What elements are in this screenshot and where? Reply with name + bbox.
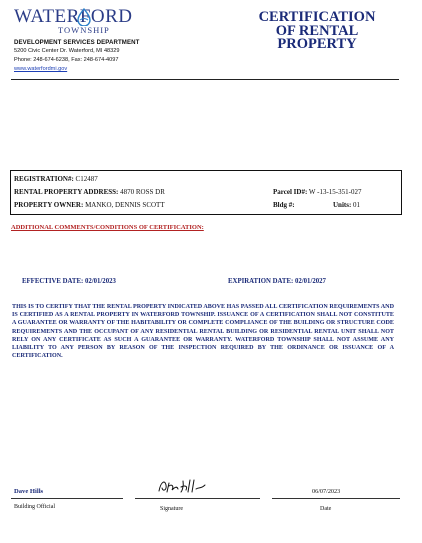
logo-wordmark: WATERFORD	[14, 6, 133, 27]
parcel-id	[273, 188, 361, 196]
units-label: Units:	[333, 201, 352, 209]
title-line-1: CERTIFICATION	[258, 9, 376, 25]
expiration-date: EXPIRATION DATE: 02/01/2027	[228, 278, 326, 285]
registration-row	[14, 175, 98, 183]
handwritten-signature	[157, 477, 209, 497]
effective-date: EFFECTIVE DATE: 02/01/2023	[22, 278, 116, 285]
registration-value: C12487	[75, 175, 98, 183]
bldg-number	[273, 201, 295, 209]
header-divider	[11, 79, 399, 80]
department-website-link[interactable]: www.waterfordmi.gov	[14, 66, 68, 72]
department-phone: Phone: 248-674-6238, Fax: 248-674-4097	[14, 57, 119, 63]
units-count	[333, 201, 360, 209]
department-name: DEVELOPMENT SERVICES DEPARTMENT	[14, 39, 140, 46]
registration-label: REGISTRATION#:	[14, 175, 74, 183]
logo-subtitle: TOWNSHIP	[58, 25, 110, 35]
bldg-label: Bldg #:	[273, 201, 295, 209]
title-line-3: PROPERTY	[277, 36, 357, 52]
signature-date: 06/07/2023	[312, 488, 341, 495]
document-title	[242, 11, 392, 52]
official-name: Dave Hills	[14, 488, 44, 495]
certification-statement: THIS IS TO CERTIFY THAT THE RENTAL PROPERTY INDICATED ABOVE HAS PASSED ALL CERTIFICATION REQUIREMENTS AND IS CERTIFIED AS A RENTAL PROPERTY IN WATERFORD TOWNSHIP. ISSUANCE OF A CERTIFICATION SHALL NOT CONSTITUTE A GUARANTEE OR WARRANTY OF THE HABITABILITY OR COMPLETE COMPLIANCE OF THE BUILDING OR STRUCTURE CODE REQUIREMENTS AND THE OCCUPANT OF ANY RESIDENTIAL RENTAL BUILDING OR RESIDENTIAL RENTAL UNIT SHALL NOT RELY ON ANY CERTIFICATE AS SUCH A GUARANTEE OR WARRANTY. WATERFORD TOWNSHIP SHALL NOT ASSUME ANY LIABILITY TO ANY PERSON BY REASON OF THE INSPECTION REQUIRED BY THE ORDINANCE OR ISSUANCE OF A CERTIFICATION.	[12, 304, 394, 360]
parcel-value: W -13-15-351-027	[308, 188, 362, 196]
department-address: 5200 Civic Center Dr. Waterford, MI 48329	[14, 48, 120, 54]
signature-line	[135, 498, 260, 499]
address-label: RENTAL PROPERTY ADDRESS:	[14, 188, 119, 196]
units-value: 01	[353, 201, 361, 209]
registration-box	[10, 170, 402, 215]
address-value: 4870 ROSS DR	[120, 188, 165, 196]
official-line	[11, 498, 123, 499]
waterford-logo	[14, 6, 132, 36]
date-caption: Date	[320, 506, 332, 512]
address-row	[14, 188, 165, 196]
water-drop-icon	[74, 8, 94, 26]
owner-row	[14, 201, 165, 209]
comments-heading: ADDITIONAL COMMENTS/CONDITIONS OF CERTIFICATION:	[11, 224, 204, 231]
owner-value: MANKO, DENNIS SCOTT	[85, 201, 165, 209]
official-caption: Building Official	[14, 504, 56, 510]
title-line-2: OF RENTAL	[275, 22, 359, 39]
date-line	[272, 498, 400, 499]
signature-caption: Signature	[160, 506, 183, 512]
owner-label: PROPERTY OWNER:	[14, 201, 84, 209]
parcel-label: Parcel ID#:	[273, 188, 308, 196]
